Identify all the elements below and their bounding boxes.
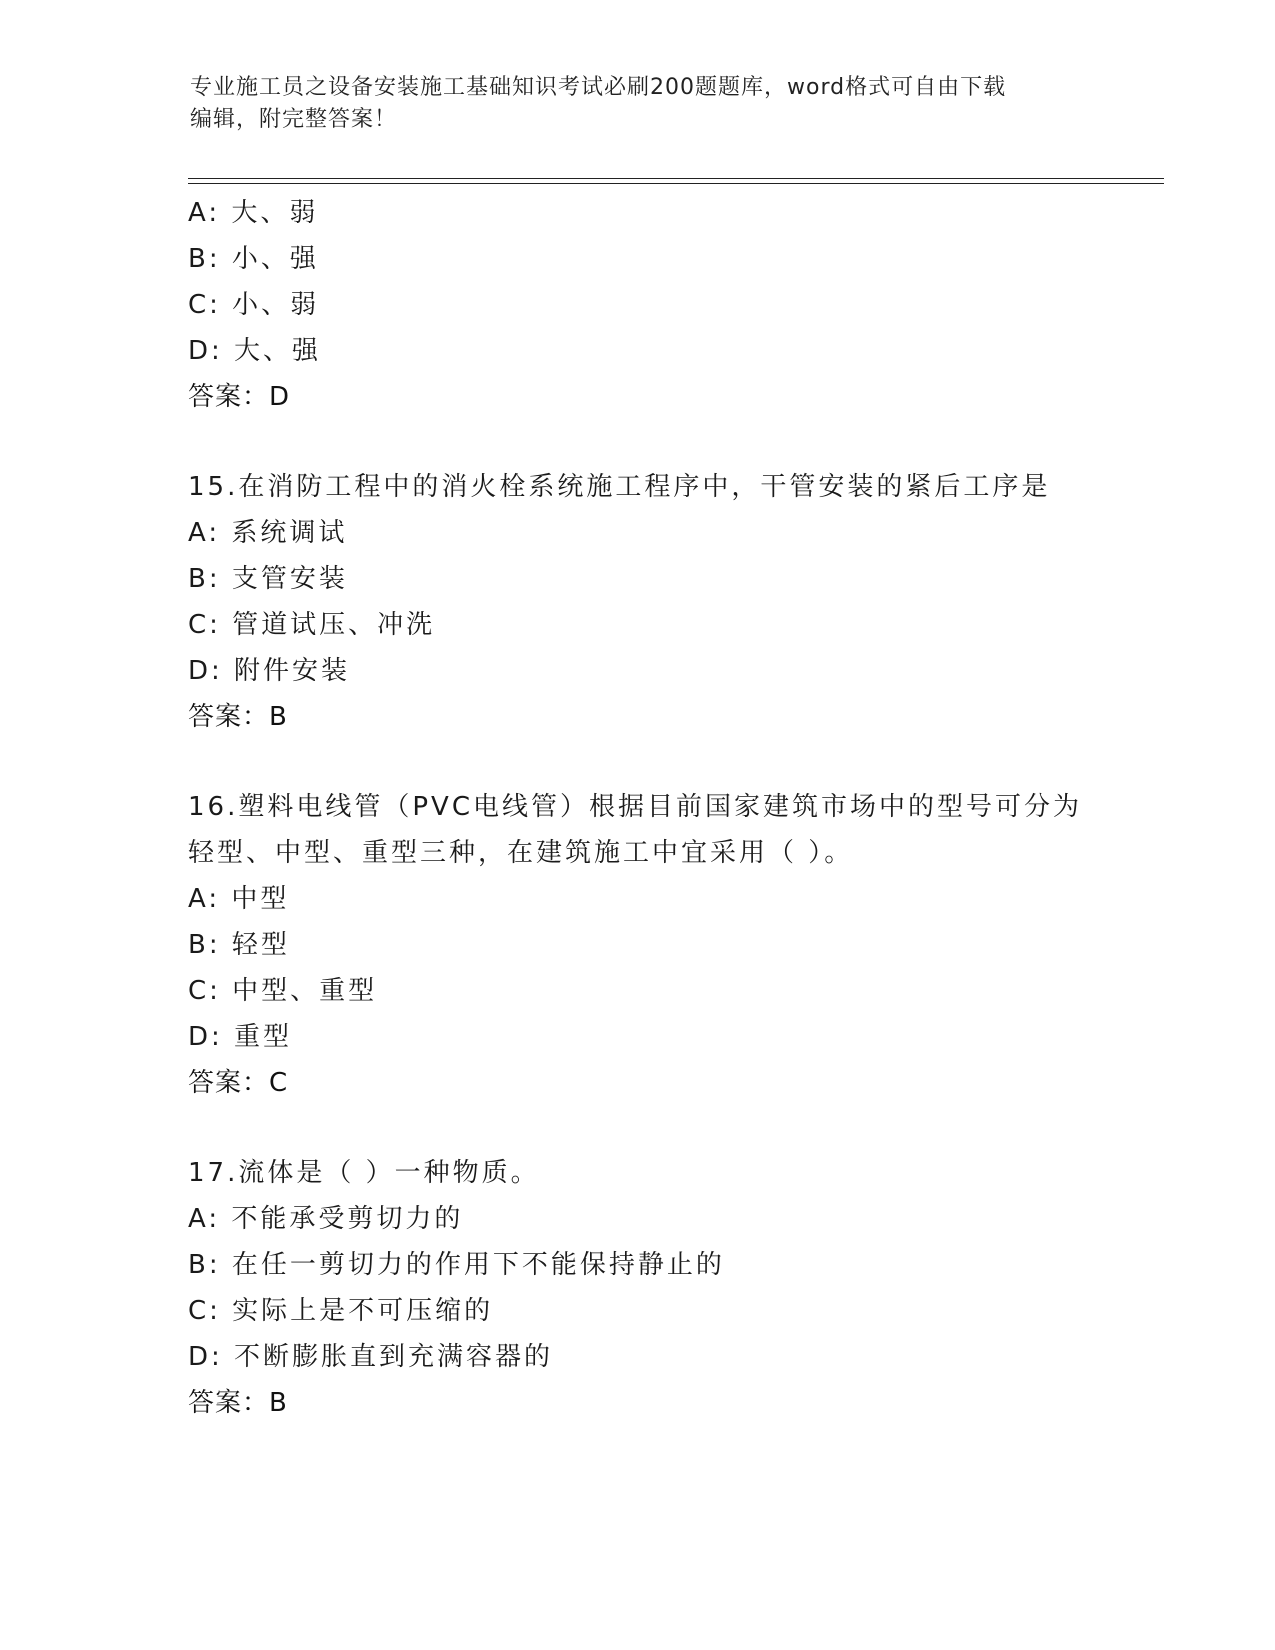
option-b: B: 在任一剪切力的作用下不能保持静止的 bbox=[188, 1250, 725, 1280]
option-c: C: 中型、重型 bbox=[188, 976, 378, 1006]
question-item bbox=[188, 784, 1148, 1106]
page-header bbox=[190, 72, 1090, 136]
option-b: B: 小、强 bbox=[188, 244, 319, 274]
option-d: D: 不断膨胀直到充满容器的 bbox=[188, 1342, 554, 1372]
spacer bbox=[188, 420, 1148, 464]
question-stem bbox=[188, 784, 1148, 876]
option-c: C: 小、弱 bbox=[188, 290, 320, 320]
question-stem-line: 17.流体是（ ）一种物质。 bbox=[188, 1158, 540, 1188]
question-fragment bbox=[188, 190, 1148, 420]
answer-line: 答案：D bbox=[188, 382, 291, 412]
option-a: A: 中型 bbox=[188, 884, 290, 914]
answer-line: 答案：B bbox=[188, 1388, 288, 1418]
option-b: B: 支管安装 bbox=[188, 564, 348, 594]
question-item bbox=[188, 464, 1148, 740]
option-a: A: 系统调试 bbox=[188, 518, 348, 548]
option-a: A: 不能承受剪切力的 bbox=[188, 1204, 464, 1234]
option-d: D: 附件安装 bbox=[188, 656, 351, 686]
header-line-1: 专业施工员之设备安装施工基础知识考试必刷200题题库，word格式可自由下载 bbox=[190, 75, 1007, 100]
option-d: D: 重型 bbox=[188, 1022, 293, 1052]
spacer bbox=[188, 1106, 1148, 1150]
question-stem-line: 轻型、中型、重型三种，在建筑施工中宜采用（ ）。 bbox=[188, 838, 854, 868]
header-line-2: 编辑，附完整答案！ bbox=[190, 107, 398, 132]
option-c: C: 管道试压、冲洗 bbox=[188, 610, 436, 640]
header-divider-top bbox=[188, 178, 1164, 179]
header-divider-bottom bbox=[188, 183, 1164, 184]
question-item bbox=[188, 1150, 1148, 1426]
option-c: C: 实际上是不可压缩的 bbox=[188, 1296, 494, 1326]
option-b: B: 轻型 bbox=[188, 930, 290, 960]
question-stem bbox=[188, 464, 1148, 510]
question-stem-line: 16.塑料电线管（PVC电线管）根据目前国家建筑市场中的型号可分为 bbox=[188, 792, 1082, 822]
answer-line: 答案：B bbox=[188, 702, 288, 732]
answer-line: 答案：C bbox=[188, 1068, 289, 1098]
question-stem bbox=[188, 1150, 1148, 1196]
option-d: D: 大、强 bbox=[188, 336, 322, 366]
question-stem-line: 15.在消防工程中的消火栓系统施工程序中，干管安装的紧后工序是 bbox=[188, 472, 1051, 502]
option-a: A: 大、弱 bbox=[188, 198, 319, 228]
spacer bbox=[188, 740, 1148, 784]
question-list bbox=[188, 190, 1148, 1426]
